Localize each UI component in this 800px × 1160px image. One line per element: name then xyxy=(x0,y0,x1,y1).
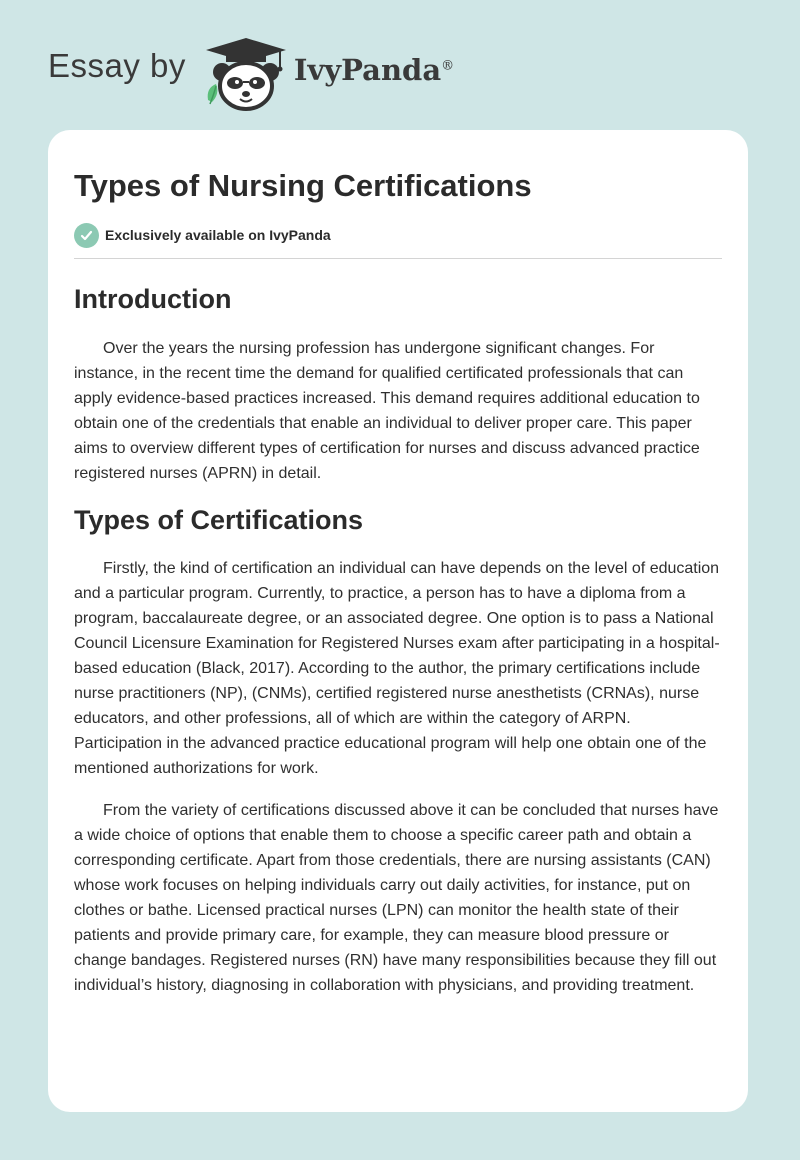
title-divider xyxy=(74,258,722,259)
exclusive-label: Exclusively available on IvyPanda xyxy=(105,227,331,243)
paragraph: Over the years the nursing profession has undergone significant changes. For instance, in the recent time the demand for qualified certificated professionals that can apply evidence-based practices increased. This demand requires additional education to obtain one of the credentials that enable an individual to deliver proper care. This paper aims to overview different types of certification for nurses and discuss advanced practice registered nurses (APRN) in detail. xyxy=(74,340,700,482)
essay-by-label: Essay by xyxy=(48,47,186,84)
page-title: Types of Nursing Certifications xyxy=(74,168,532,203)
essay-card xyxy=(48,130,748,1112)
check-icon xyxy=(74,223,99,248)
panda-logo-icon[interactable] xyxy=(200,34,292,114)
site-header xyxy=(48,34,454,114)
paragraph: From the variety of certifications discussed above it can be concluded that nurses have a wide choice of options that enable them to choose a specific career path and obtain a corresponding certificate. Apart from those credentials, there are nursing assistants (CAN) whose work focuses on helping individuals carry out daily activities, for instance, put on clothes or bathe. Licensed practical nurses (LPN) can monitor the health state of their patients and provide primary care, for example, they can measure blood pressure or change bandages. Registered nurses (RN) have many responsibilities because they fill out individual’s history, diagnosing in collaboration with physicians, and providing treatment. xyxy=(74,802,719,994)
exclusive-badge xyxy=(74,222,722,248)
brand-name[interactable] xyxy=(294,53,454,87)
paragraph: Firstly, the kind of certification an individual can have depends on the level of education and a particular program. Currently, to practice, a person has to have a diploma from a program, baccalaureate degree, or an associated degree. One option is to pass a National Council Licensure Examination for Registered Nurses exam after participating in a hospital-based education (Black, 2017). According to the author, the primary certifications include nurse practitioners (NP), (CNMs), certified registered nurse anesthetists (CRNAs), nurse educators, and other professions, all of which are within the category of ARPN. Participation in the advanced practice educational program will help one obtain one of the mentioned authorizations for work. xyxy=(74,560,720,777)
section-heading-types: Types of Certifications xyxy=(74,505,364,535)
section-heading-introduction: Introduction xyxy=(74,284,232,314)
brand-name-text: IvyPanda xyxy=(293,53,442,87)
registered-mark: ® xyxy=(441,58,455,74)
